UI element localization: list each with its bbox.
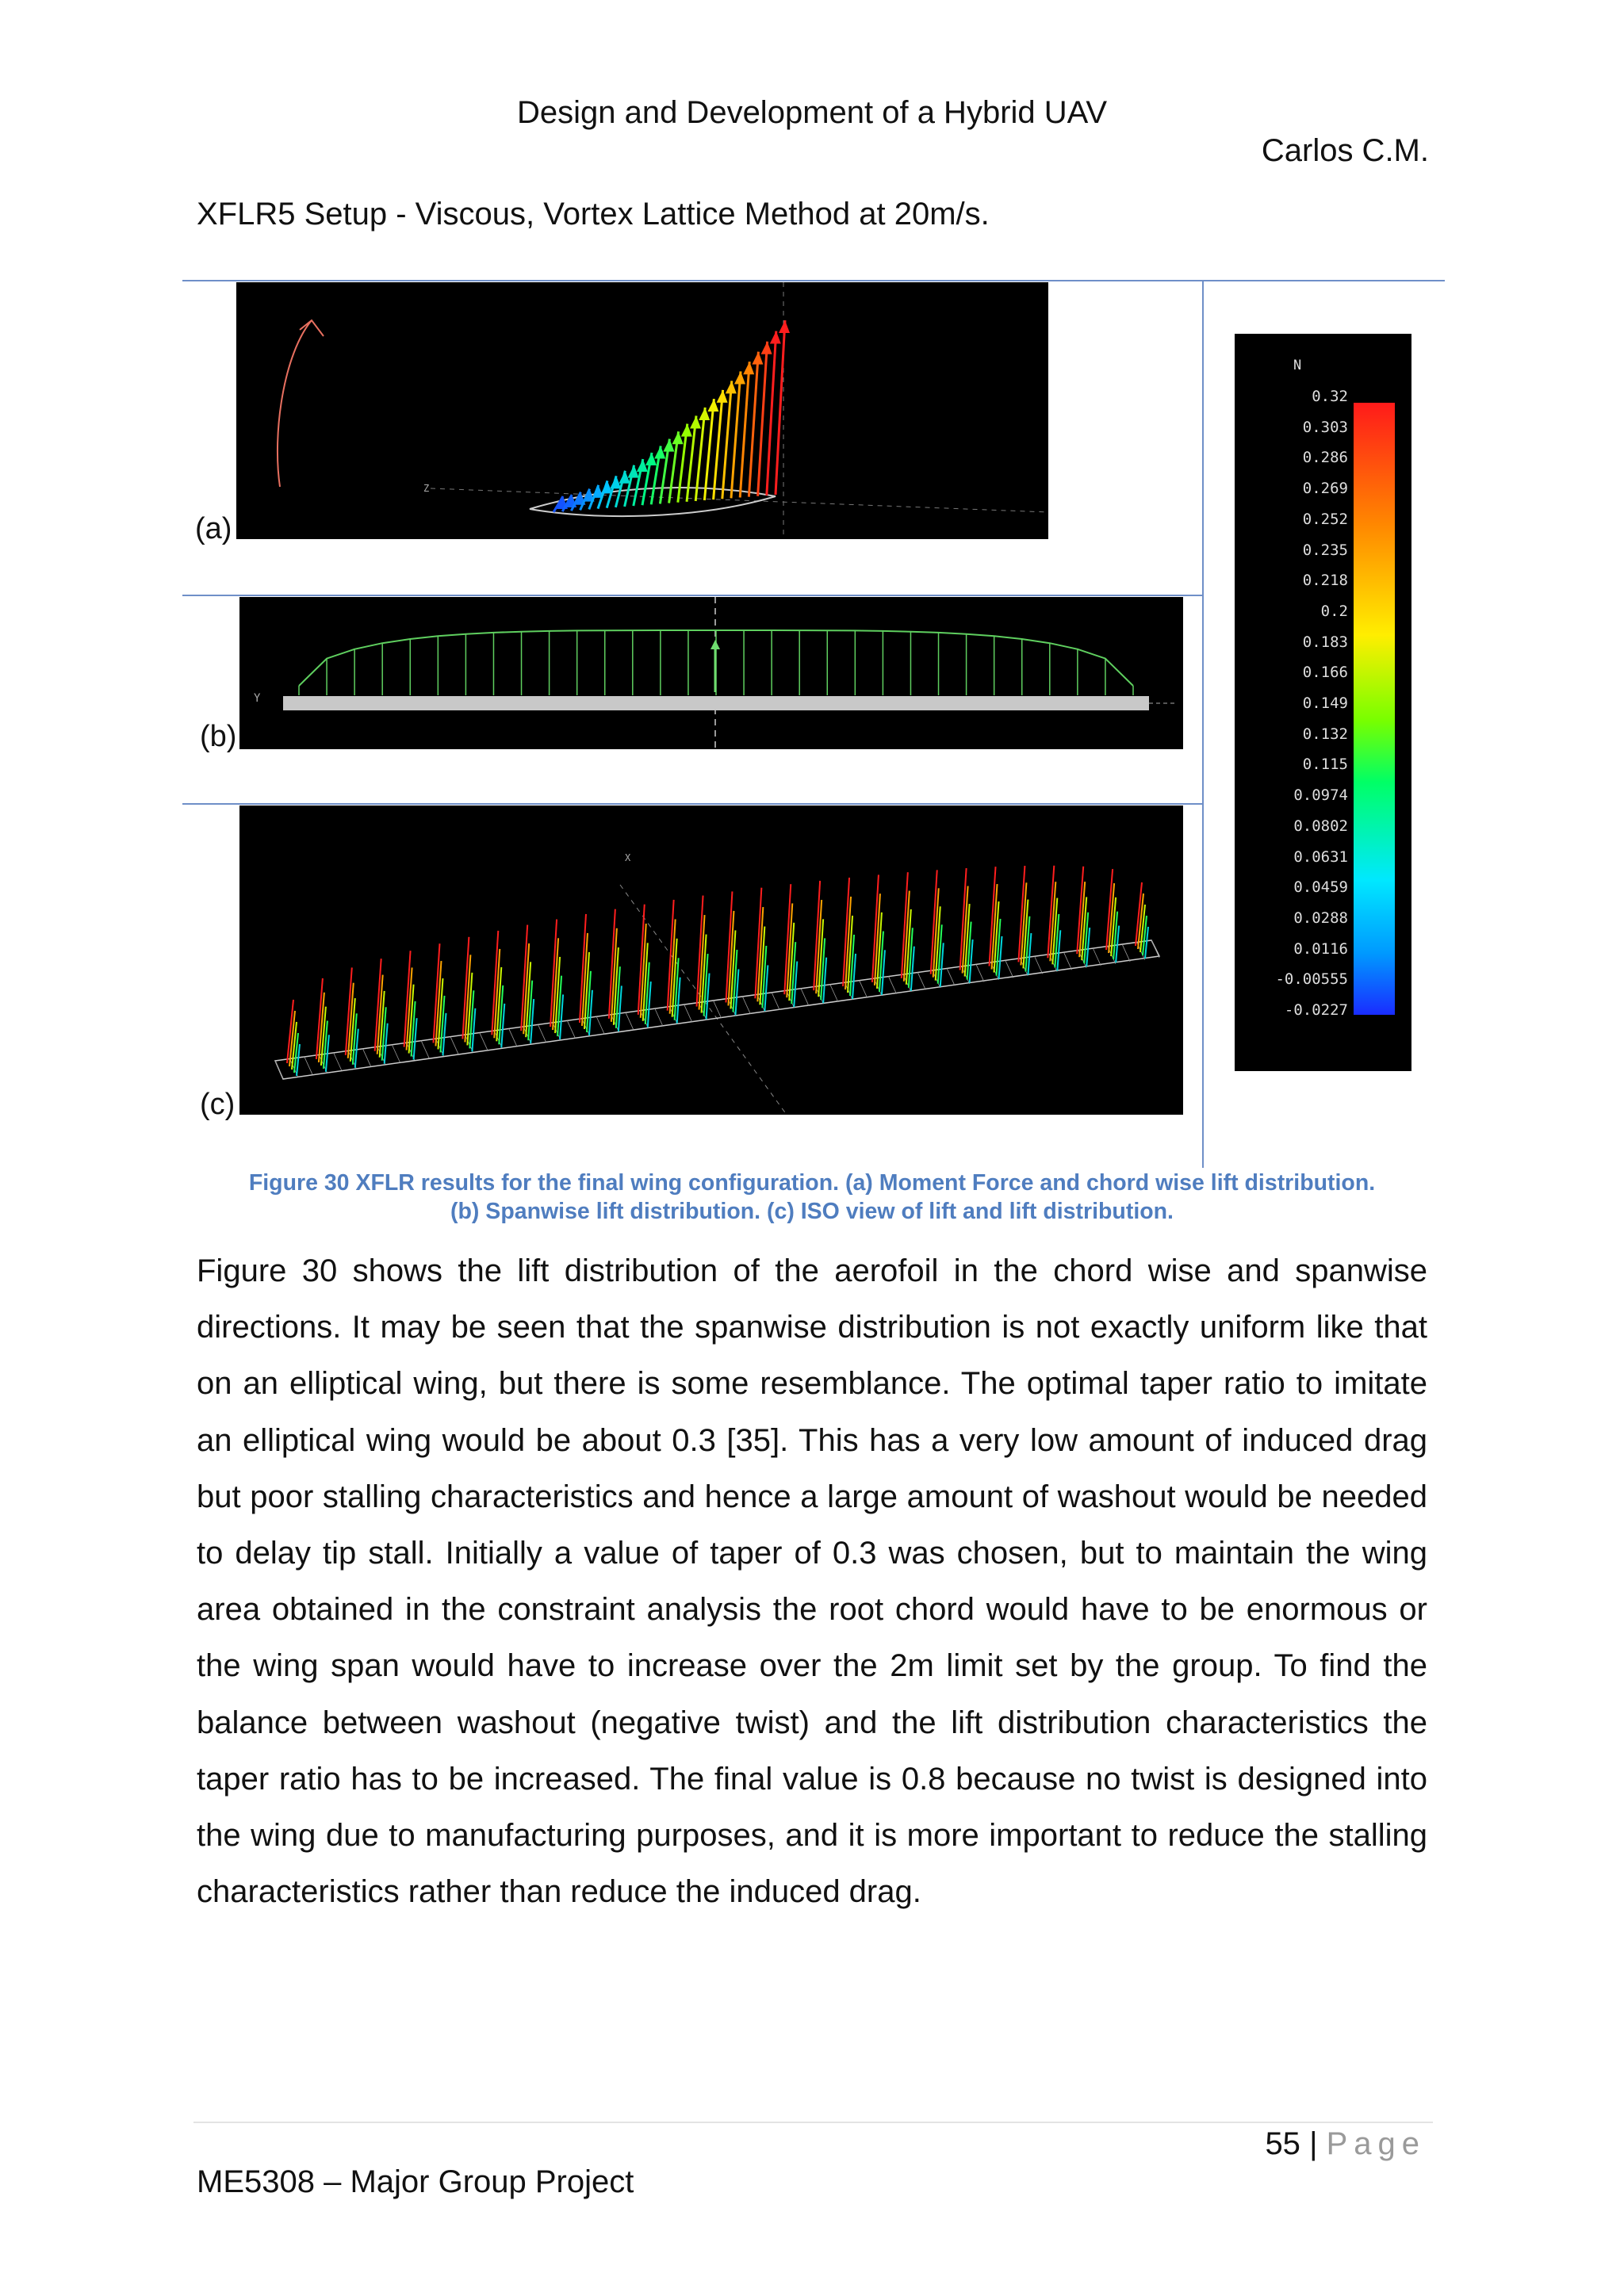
mesh-line xyxy=(1122,944,1130,962)
page-number-separator: | xyxy=(1309,2126,1318,2161)
lift-arrow-head xyxy=(717,390,728,403)
footer-course: ME5308 – Major Group Project xyxy=(197,2164,634,2199)
mesh-line xyxy=(275,1061,283,1078)
legend-value: 0.0116 xyxy=(1293,939,1348,958)
mesh-line xyxy=(801,989,809,1006)
mesh-line xyxy=(480,1033,488,1050)
page-word: Page xyxy=(1326,2126,1426,2161)
figure-divider-bc xyxy=(182,803,1204,805)
legend-value: 0.183 xyxy=(1302,633,1348,651)
mesh-line xyxy=(596,1016,604,1034)
mesh-line xyxy=(684,1004,692,1022)
legend-value: 0.218 xyxy=(1302,572,1348,590)
mesh-line xyxy=(538,1024,546,1042)
lift-arrow-head xyxy=(699,408,710,420)
legend-value: 0.235 xyxy=(1302,541,1348,559)
figure-caption-line-2: (b) Spanwise lift distribution. (c) ISO view of lift and lift distribution. xyxy=(450,1199,1174,1224)
axis-y-letter: Y xyxy=(254,692,261,705)
mesh-line xyxy=(917,973,925,990)
section-title: XFLR5 Setup - Viscous, Vortex Lattice Method at 20m/s. xyxy=(197,197,990,232)
legend-value: 0.0974 xyxy=(1293,786,1348,805)
legend-value: 0.0459 xyxy=(1293,878,1348,897)
panel-a-chordwise-lift xyxy=(236,282,1048,539)
legend-colour-bar xyxy=(1354,403,1395,1015)
mesh-line xyxy=(304,1057,312,1074)
mesh-line xyxy=(889,977,897,994)
legend-value: -0.0227 xyxy=(1284,1001,1348,1019)
legend-value: 0.286 xyxy=(1302,449,1348,467)
legend-value: 0.2 xyxy=(1320,602,1348,620)
mesh-line xyxy=(392,1045,400,1062)
lift-arrow-head xyxy=(672,431,684,444)
mesh-line xyxy=(1064,952,1072,970)
panel-a-label: (a) xyxy=(195,512,232,545)
lift-arrow-head xyxy=(681,424,692,437)
mesh-line xyxy=(947,968,955,985)
figure-caption xyxy=(182,1169,1442,1226)
legend-value: -0.00555 xyxy=(1275,970,1348,989)
page-number xyxy=(1265,2126,1426,2162)
lift-arrow-head xyxy=(663,439,674,452)
mesh-line xyxy=(976,964,984,982)
lift-arrow-head xyxy=(637,459,648,472)
mesh-line xyxy=(334,1053,342,1070)
figure-top-rule xyxy=(182,280,1445,281)
legend-value: 0.0288 xyxy=(1293,909,1348,927)
lift-arrow-head xyxy=(654,446,665,459)
document-header-author: Carlos C.M. xyxy=(1261,133,1429,168)
footer-rule xyxy=(193,2122,1433,2123)
panel-b-label: (b) xyxy=(200,720,237,753)
mesh-line xyxy=(509,1028,517,1046)
colour-scale-legend xyxy=(1235,334,1411,1071)
legend-value: 0.166 xyxy=(1302,664,1348,682)
mesh-line xyxy=(1005,960,1013,978)
mesh-line xyxy=(421,1041,429,1058)
lift-arrow-head xyxy=(779,320,790,333)
lift-arrow xyxy=(758,342,768,496)
legend-value: 0.149 xyxy=(1302,695,1348,712)
legend-value: 0.32 xyxy=(1312,388,1348,405)
legend-value: 0.0631 xyxy=(1293,848,1348,866)
mesh-line xyxy=(772,993,779,1010)
mesh-line xyxy=(1093,948,1101,966)
panel-c-label: (c) xyxy=(200,1088,236,1121)
legend-value: 0.252 xyxy=(1302,510,1348,528)
iso-lift-spikes xyxy=(287,866,1148,1076)
mesh-line xyxy=(742,997,750,1014)
panel-b-spanwise-lift xyxy=(239,597,1183,749)
moment-arrow-icon xyxy=(278,320,312,487)
body-paragraph: Figure 30 shows the lift distribution of the aerofoil in the chord wise and spanwise directions. It may be seen that the spanwise distribution is not exactly uniform like that on an elliptical wing, but there is some resemblance. The optimal taper ratio to imitate an elliptical wing would be about 0.3 [35]. This has a very low amount of induced drag but poor stalling characteristics and hence a large amount of washout would be needed to delay tip stall. Initially a value of taper of 0.3 was chosen, but to maintain the wing area obtained in the constraint analysis the root chord would have to be enormous or the wing span would have to increase over the 2m limit set by the group. To find the balance between washout (negative twist) and the lift distribution characteristics the taper ratio has to be increased. The final value is 0.8 because no twist is designed into the wing due to manufacturing purposes, and it is more important to reduce the stalling characteristics rather than reduce the induced drag. xyxy=(197,1253,1427,1910)
wing-planform xyxy=(283,696,1149,710)
legend-value: 0.0802 xyxy=(1293,817,1348,835)
legend-value: 0.303 xyxy=(1302,418,1348,436)
mesh-line xyxy=(714,1001,722,1018)
mesh-line xyxy=(363,1049,371,1066)
figure-caption-line-1: Figure 30 XFLR results for the final wing configuration. (a) Moment Force and chord wise lift distribution. xyxy=(248,1170,1376,1196)
page-number-value: 55 xyxy=(1265,2126,1300,2161)
lift-arrow xyxy=(767,331,776,496)
lift-arrow-head xyxy=(610,476,621,488)
lift-arrow-head xyxy=(726,381,737,393)
mesh-line xyxy=(655,1008,663,1026)
legend-unit: N xyxy=(1293,358,1302,373)
axis-x-letter: X xyxy=(625,852,631,863)
mesh-line xyxy=(450,1037,458,1054)
panel-c-iso-lift xyxy=(239,806,1183,1115)
document-header-title: Design and Development of a Hybrid UAV xyxy=(516,95,1108,130)
legend-value: 0.132 xyxy=(1302,725,1348,743)
legend-value: 0.269 xyxy=(1302,480,1348,498)
figure-divider-ab xyxy=(182,595,1204,596)
legend-value: 0.115 xyxy=(1302,756,1348,774)
lift-arrow-head xyxy=(690,415,701,428)
mesh-line xyxy=(830,985,838,1002)
mesh-line xyxy=(567,1020,575,1038)
mesh-line xyxy=(626,1012,634,1030)
lift-arrow-head xyxy=(645,453,657,465)
axis-z-letter: Z xyxy=(423,483,430,494)
mesh-line xyxy=(1151,940,1159,958)
lift-arrow-head xyxy=(707,399,718,411)
chordwise-lift-arrows xyxy=(553,320,790,512)
figure-column-divider xyxy=(1202,280,1204,1168)
mesh-line xyxy=(860,981,868,998)
mesh-line xyxy=(1035,956,1043,974)
